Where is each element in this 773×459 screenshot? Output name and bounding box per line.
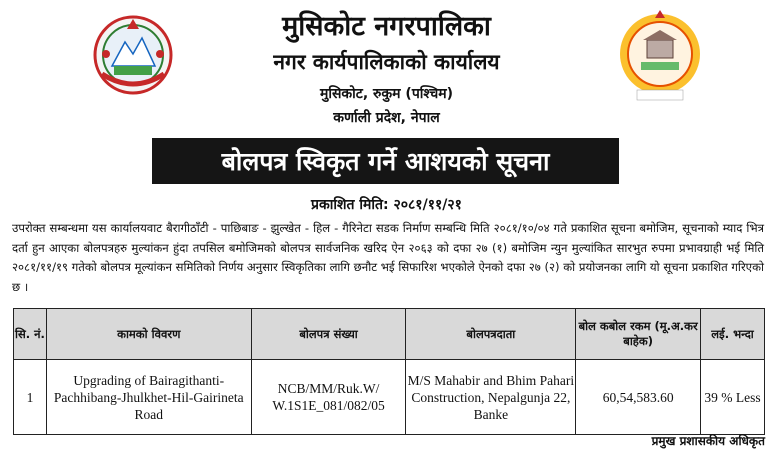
office-name: नगर कार्यपालिकाको कार्यालय [273, 50, 500, 74]
cell-amount: 60,54,583.60 [576, 360, 701, 435]
header-below: लई. भन्दा [701, 309, 765, 360]
municipality-name: मुसिकोट नगरपालिका [282, 11, 491, 42]
cell-bidder: M/S Mahabir and Bhim Pahari Construction, Nepalgunja 22, Banke [406, 360, 576, 435]
table-row [14, 360, 765, 435]
cell-below: 39 % Less [701, 360, 765, 435]
header-bidder: बोलपत्रदाता [406, 309, 576, 360]
notice-title: बोलपत्र स्विकृत गर्ने आशयको सूचना [152, 138, 619, 184]
notice-body: उपरोक्त सम्बन्धमा यस कार्यालयवाट बैरागीठाँटी - पाछिबाङ - झुल्खेत - हिल - गैरिनेटा सडक निर्माण सम्बन्धि मिति २०८१/१०/०४ गते प्रकाशित सूचना बमोजिम, सूचनाको म्याद भित्र दर्ता हुन आएका बोलपत्रहरु मुल्यांकन हुंदा तपसिल बमोजिमको बोलपत्र सार्वजनिक खरिद ऐन २०६३ को दफा २७ (१) बमोजिम न्युन मुल्यांकित सारभुत रुपमा प्रभावग्राही भई मिति २०८१/११/१९ गतेको बोलपत्र मूल्यांकन समितिको निर्णय अनुसार स्विकृतिका लागि छनौट भई सिफारिश भएकोले ऐनको दफा २७ (२) को प्रयोजनका लागि यो सूचना प्रकाशित गरिएको छ । [12, 221, 764, 294]
header-amount: बोल कबोल रकम (मू.अ.कर बाहेक) [576, 309, 701, 360]
header-sn: सि. नं. [14, 309, 47, 360]
signatory-title: प्रमुख प्रशासकीय अधिकृत [651, 434, 765, 448]
bid-table [13, 308, 765, 435]
header-bid-no: बोलपत्र संख्या [251, 309, 406, 360]
cell-bid-no: NCB/MM/Ruk.W/ W.1S1E_081/082/05 [251, 360, 406, 435]
office-address: मुसिकोट, रुकुम (पश्चिम) [319, 86, 454, 102]
cell-work: Upgrading of Bairagithanti-Pachhibang-Jhulkhet-Hil-Gairineta Road [46, 360, 251, 435]
table-header-row [14, 309, 765, 360]
province-name: कर्णाली प्रदेश, नेपाल [333, 110, 440, 126]
published-date: प्रकाशित मिति: २०८१/११/२१ [311, 197, 462, 213]
cell-sn: 1 [14, 360, 47, 435]
header-work: कामको विवरण [46, 309, 251, 360]
